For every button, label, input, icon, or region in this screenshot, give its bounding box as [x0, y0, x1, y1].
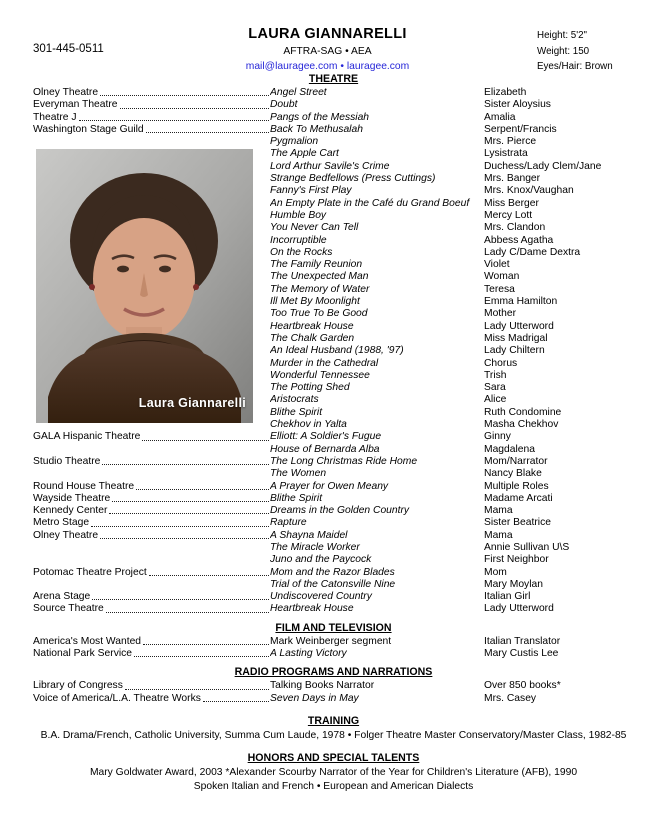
- venue-name: Olney Theatre: [33, 87, 99, 98]
- venue-name: Potomac Theatre Project: [33, 566, 147, 578]
- page-title: LAURA GIANNARELLI: [248, 26, 407, 42]
- dot-leader: [146, 124, 269, 133]
- dot-leader: [143, 636, 269, 645]
- headshot-illustration: [36, 149, 253, 423]
- work-title: The Long Christmas Ride Home: [270, 455, 418, 467]
- credit-row: [33, 112, 634, 124]
- venue-name: America's Most Wanted: [33, 635, 142, 647]
- role-name: Mrs. Clandon: [484, 222, 546, 234]
- venue-cell: [33, 603, 270, 615]
- role-name: Emma Hamilton: [484, 296, 558, 308]
- role-name: Duchess/Lady Clem/Jane: [484, 160, 602, 172]
- dot-leader: [100, 530, 269, 539]
- venue-cell: [33, 542, 270, 554]
- work-title: Elliott: A Soldier's Fugue: [270, 431, 382, 443]
- role-name: Mrs. Pierce: [484, 136, 537, 148]
- work-title: The Women: [270, 468, 327, 480]
- credit-row: [33, 603, 634, 615]
- venue-cell: [33, 444, 270, 456]
- credit-row: [33, 456, 634, 468]
- credit-row: [33, 481, 634, 493]
- venue-name: National Park Service: [33, 648, 133, 660]
- venue-cell: [33, 591, 270, 603]
- role-name: Over 850 books*: [484, 680, 561, 692]
- credit-row: [33, 431, 634, 443]
- resume-section: [33, 751, 634, 793]
- work-title: Seven Days in May: [270, 692, 359, 704]
- venue-cell: [33, 456, 270, 468]
- work-title: The Miracle Worker: [270, 541, 360, 553]
- venue-name: Theatre J: [33, 111, 77, 123]
- credit-row: [33, 87, 634, 99]
- venue-name: GALA Hispanic Theatre: [33, 431, 141, 443]
- credit-row: [33, 505, 634, 517]
- stat-height: Height: 5'2": [537, 30, 588, 41]
- work-title: An Ideal Husband (1988, '97): [270, 345, 404, 357]
- work-title: Strange Bedfellows (Press Cuttings): [270, 173, 436, 185]
- dot-leader: [112, 493, 269, 502]
- venue-cell: [33, 554, 270, 566]
- venue-name: Round House Theatre: [33, 480, 135, 492]
- role-name: Teresa: [484, 283, 515, 295]
- credit-row: [33, 493, 634, 505]
- work-title: Fanny's First Play: [270, 185, 352, 197]
- role-name: First Neighbor: [484, 554, 549, 566]
- dot-leader: [100, 87, 269, 96]
- work-title: Pygmalion: [270, 136, 319, 148]
- work-title: Back To Methusalah: [270, 123, 363, 135]
- work-title: Juno and the Paycock: [270, 554, 372, 566]
- role-name: Mama: [484, 529, 513, 541]
- credit-row: [33, 444, 634, 456]
- role-name: Lady Chiltern: [484, 345, 545, 357]
- section-heading: HONORS AND SPECIAL TALENTS: [247, 751, 420, 764]
- work-title: Chekhov in Yalta: [270, 419, 347, 431]
- header-center: [160, 26, 495, 72]
- stat-eyes-hair: Eyes/Hair: Brown: [537, 61, 613, 72]
- credit-row: [33, 554, 634, 566]
- venue-cell: [33, 468, 270, 480]
- work-title: The Apple Cart: [270, 148, 339, 160]
- work-title: The Unexpected Man: [270, 271, 369, 283]
- work-title: On the Rocks: [270, 246, 333, 258]
- section-heading: THEATRE: [308, 73, 359, 85]
- venue-name: Kennedy Center: [33, 505, 108, 517]
- work-title: The Potting Shed: [270, 382, 350, 394]
- dot-leader: [142, 431, 269, 440]
- dot-leader: [120, 99, 269, 108]
- credit-row: [33, 530, 634, 542]
- role-name: Miss Madrigal: [484, 332, 548, 344]
- credit-row: [33, 693, 634, 705]
- work-title: Doubt: [270, 99, 298, 111]
- dot-leader: [102, 456, 269, 465]
- role-name: Mrs. Banger: [484, 173, 541, 185]
- work-title: The Memory of Water: [270, 283, 370, 295]
- role-name: Violet: [484, 259, 510, 271]
- work-title: The Chalk Garden: [270, 332, 355, 344]
- venue-name: Voice of America/L.A. Theatre Works: [33, 692, 201, 704]
- role-name: Magdalena: [484, 443, 535, 455]
- section-heading: FILM AND TELEVISION: [275, 621, 392, 634]
- role-name: Italian Girl: [484, 591, 531, 603]
- resume-header: [0, 26, 655, 74]
- dot-leader: [136, 481, 269, 490]
- section-heading: RADIO PROGRAMS AND NARRATIONS: [234, 666, 433, 679]
- venue-cell: [33, 579, 270, 591]
- contact-links: [160, 61, 495, 72]
- section-text-line: Spoken Italian and French • European and American Dialects: [193, 780, 474, 792]
- role-name: Alice: [484, 394, 507, 406]
- credit-row: [33, 99, 634, 111]
- role-name: Madame Arcati: [484, 492, 553, 504]
- stat-weight: Weight: 150: [537, 45, 590, 57]
- role-name: Sara: [484, 382, 506, 394]
- dot-leader: [149, 567, 269, 576]
- work-title: A Shayna Maidel: [270, 529, 348, 541]
- role-name: Lysistrata: [484, 148, 528, 160]
- work-title: Incorruptible: [270, 234, 327, 246]
- work-title: Pangs of the Messiah: [270, 111, 370, 123]
- section-rows: [33, 729, 634, 742]
- work-title: You Never Can Tell: [270, 222, 359, 234]
- role-name: Multiple Roles: [484, 480, 549, 492]
- phone-number: 301-445-0511: [33, 43, 104, 55]
- credit-row: [33, 124, 634, 136]
- venue-cell: [33, 636, 270, 648]
- venue-cell: [33, 99, 270, 111]
- work-title: Trial of the Catonsville Nine: [270, 578, 396, 590]
- resume-section: [33, 714, 634, 742]
- venue-cell: [33, 530, 270, 542]
- photo-caption: Laura Giannarelli: [138, 396, 246, 410]
- dot-leader: [109, 505, 269, 514]
- work-title: Humble Boy: [270, 209, 327, 221]
- work-title: Lord Arthur Savile's Crime: [270, 160, 390, 172]
- venue-name: Metro Stage: [33, 517, 90, 529]
- work-title: A Prayer for Owen Meany: [270, 480, 389, 492]
- dot-leader: [106, 603, 269, 612]
- resume-section: [33, 665, 634, 705]
- section-rows: [33, 680, 634, 705]
- venue-cell: [33, 481, 270, 493]
- work-title: Mark Weinberger segment: [270, 635, 392, 647]
- section-rows: [33, 766, 634, 793]
- section-text-line: Mary Goldwater Award, 2003 *Alexander Scourby Narrator of the Year for Children's Literature (AFB), 1990: [89, 766, 578, 778]
- work-title: The Family Reunion: [270, 259, 363, 271]
- role-name: Mom: [484, 566, 507, 578]
- role-name: Nancy Blake: [484, 468, 542, 480]
- venue-cell: [33, 493, 270, 505]
- role-name: Mother: [484, 308, 517, 320]
- physical-stats: [537, 28, 613, 75]
- role-name: Ginny: [484, 431, 511, 443]
- role-name: Mercy Lott: [484, 209, 533, 221]
- section-text-line: B.A. Drama/French, Catholic University, Summa Cum Laude, 1978 • Folger Theatre Master Conservatory/Master Class, 1982-85: [40, 729, 627, 741]
- role-name: Mama: [484, 505, 513, 517]
- role-name: Trish: [484, 369, 507, 381]
- role-name: Mom/Narrator: [484, 455, 548, 467]
- role-name: Abbess Agatha: [484, 234, 554, 246]
- venue-name: Library of Congress: [33, 680, 123, 692]
- role-name: Mrs. Knox/Vaughan: [484, 185, 574, 197]
- venue-cell: [33, 567, 270, 579]
- work-title: Angel Street: [270, 87, 327, 98]
- role-name: Lady Utterword: [484, 603, 554, 615]
- venue-name: Arena Stage: [33, 591, 91, 603]
- venue-name: Studio Theatre: [33, 455, 101, 467]
- email-link[interactable]: mail@lauragee.com: [245, 61, 338, 72]
- venue-cell: [33, 431, 270, 443]
- role-name: Mary Moylan: [484, 578, 543, 590]
- venue-cell: [33, 87, 270, 99]
- work-title: Murder in the Cathedral: [270, 357, 379, 369]
- role-name: Serpent/Francis: [484, 123, 557, 135]
- venue-cell: [33, 124, 270, 136]
- section-heading: TRAINING: [307, 714, 360, 727]
- work-title: Undiscovered Country: [270, 591, 372, 603]
- role-name: Italian Translator: [484, 635, 561, 647]
- credit-row: [33, 648, 634, 660]
- dot-leader: [203, 693, 269, 702]
- role-name: Ruth Condomine: [484, 406, 562, 418]
- dot-leader: [79, 112, 270, 121]
- role-name: Elizabeth: [484, 87, 527, 98]
- section-rows: [33, 636, 634, 661]
- credit-row: [33, 542, 634, 554]
- role-name: Chorus: [484, 357, 518, 369]
- work-title: Dreams in the Golden Country: [270, 505, 410, 517]
- link-separator: •: [340, 61, 344, 72]
- headshot-photo: [36, 149, 253, 423]
- credit-row: [33, 591, 634, 603]
- dot-leader: [134, 648, 269, 657]
- venue-name: Wayside Theatre: [33, 492, 111, 504]
- credit-row: [33, 517, 634, 529]
- work-title: Wonderful Tennessee: [270, 369, 370, 381]
- role-name: Sister Aloysius: [484, 99, 551, 111]
- venue-cell: [33, 648, 270, 660]
- venue-cell: [33, 505, 270, 517]
- work-title: Aristocrats: [270, 394, 319, 406]
- work-title: An Empty Plate in the Café du Grand Boeuf: [270, 197, 470, 209]
- resume-section: [33, 621, 634, 661]
- dot-leader: [91, 517, 269, 526]
- venue-cell: [33, 693, 270, 705]
- work-title: Talking Books Narrator: [270, 680, 375, 692]
- role-name: Annie Sullivan U\S: [484, 541, 570, 553]
- work-title: Blithe Spirit: [270, 492, 323, 504]
- role-name: Mrs. Casey: [484, 692, 537, 704]
- work-title: Ill Met By Moonlight: [270, 296, 360, 308]
- credit-row: [33, 567, 634, 579]
- dot-leader: [125, 680, 269, 689]
- role-name: Masha Chekhov: [484, 419, 559, 431]
- credit-row: [33, 468, 634, 480]
- venue-name: Olney Theatre: [33, 529, 99, 541]
- work-title: A Lasting Victory: [270, 648, 347, 660]
- work-title: Blithe Spirit: [270, 406, 323, 418]
- work-title: Heartbreak House: [270, 320, 354, 332]
- work-title: House of Bernarda Alba: [270, 443, 380, 455]
- credit-row: [33, 680, 634, 692]
- credit-row: [33, 579, 634, 591]
- credit-row: [33, 136, 634, 148]
- role-name: Lady C/Dame Dextra: [484, 246, 581, 258]
- role-name: Amalia: [484, 111, 516, 123]
- venue-cell: [33, 517, 270, 529]
- venue-cell: [33, 112, 270, 124]
- venue-name: Washington Stage Guild: [33, 123, 144, 135]
- role-name: Mary Custis Lee: [484, 648, 559, 660]
- venue-cell: [33, 680, 270, 692]
- credit-row: [33, 636, 634, 648]
- dot-leader: [92, 591, 269, 600]
- work-title: Mom and the Razor Blades: [270, 566, 395, 578]
- work-title: Rapture: [270, 517, 307, 529]
- venue-name: Everyman Theatre: [33, 99, 118, 111]
- role-name: Sister Beatrice: [484, 517, 551, 529]
- work-title: Heartbreak House: [270, 603, 354, 615]
- role-name: Lady Utterword: [484, 320, 554, 332]
- union-affiliations: AFTRA-SAG • AEA: [283, 46, 372, 57]
- role-name: Woman: [484, 271, 520, 283]
- venue-name: Source Theatre: [33, 603, 104, 615]
- role-name: Miss Berger: [484, 197, 539, 209]
- website-link[interactable]: lauragee.com: [346, 61, 410, 72]
- venue-cell: [33, 136, 270, 148]
- work-title: Too True To Be Good: [270, 308, 368, 320]
